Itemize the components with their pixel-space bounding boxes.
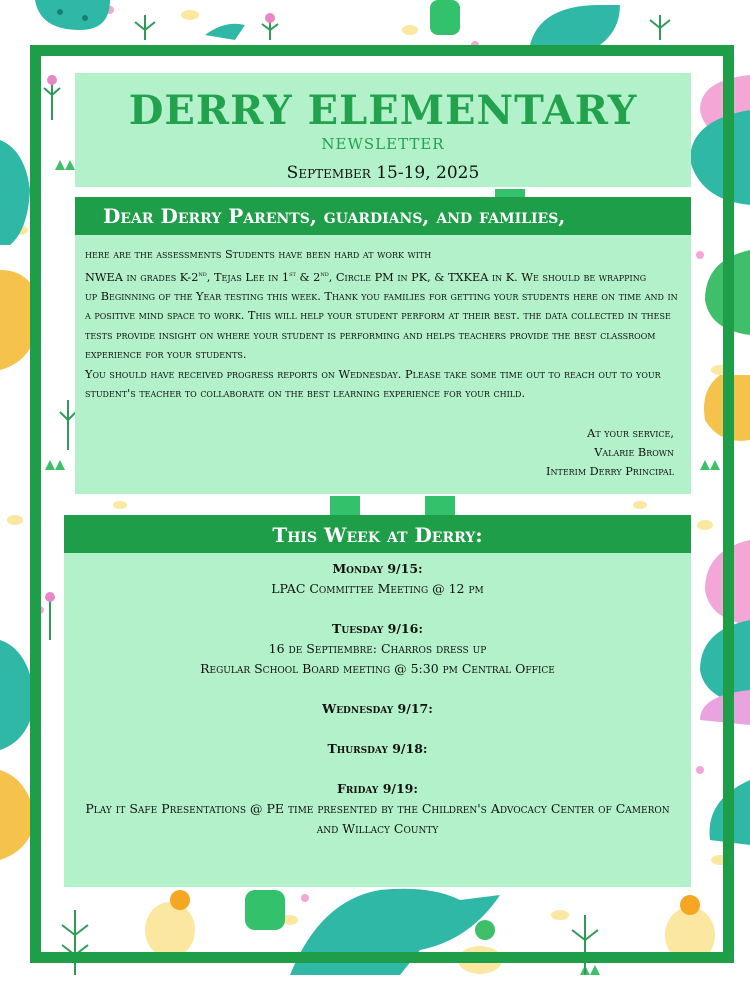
event-item: Regular School Board meeting @ 5:30 pm Central Office <box>200 661 555 676</box>
letter-paragraph-2: You should have received progress reports on Wednesday. Please take some time out to reach out to your student's teacher to collaborate on the best learning experience for your child. <box>85 367 661 401</box>
event-item: LPAC Committee Meeting @ 12 pm <box>271 581 484 596</box>
letter-heading: Dear Derry Parents, guardians, and families, <box>75 197 691 235</box>
letter-body <box>75 235 691 481</box>
cactus-icon <box>430 0 460 35</box>
day-thursday <box>64 739 691 759</box>
day-name: Wednesday 9/17: <box>322 701 433 716</box>
event-item: Play it Safe Presentations @ PE time presented by the Children's Advocacy Center of Cameron and Willacy County <box>85 801 670 836</box>
week-schedule <box>64 515 691 887</box>
letter-paragraph-1: up Beginning of the Year testing this week. Thank you families for getting your students here on time and in a positive mind space to work. This will help your student perform at their best. the data collected in these tests provide insight on where your student is performing and helps teachers provide the best classroom experience for your students. <box>85 289 678 362</box>
closing: At your service, <box>587 426 674 440</box>
newsletter-subtitle: NEWSLETTER <box>321 135 445 153</box>
letter-line-2: NWEA in grades K-2nd, Tejas Lee in 1st & 2nd, Circle PM in PK, & TXKEA in K. We should be wrapping <box>85 269 647 284</box>
week-heading: This Week at Derry: <box>64 515 691 553</box>
day-wednesday <box>64 699 691 719</box>
day-name: Tuesday 9/16: <box>332 621 423 636</box>
day-monday <box>64 559 691 599</box>
school-title: DERRY ELEMENTARY <box>128 87 638 134</box>
principal-letter <box>75 197 691 494</box>
signer-name: Valarie Brown <box>594 445 674 459</box>
letter-line-1: here are the assessments Students have been hard at work with <box>85 248 432 261</box>
event-item: 16 de Septiembre: Charros dress up <box>268 641 487 656</box>
day-name: Thursday 9/18: <box>327 741 428 756</box>
day-tuesday <box>64 619 691 679</box>
newsletter-header <box>75 73 691 187</box>
newsletter-date: September 15-19, 2025 <box>286 163 480 183</box>
day-name: Monday 9/15: <box>332 561 423 576</box>
signature-block <box>85 424 682 481</box>
day-friday <box>64 779 691 839</box>
day-list <box>64 553 691 839</box>
day-name: Friday 9/19: <box>337 781 418 796</box>
signer-title: Interim Derry Principal <box>546 464 674 478</box>
